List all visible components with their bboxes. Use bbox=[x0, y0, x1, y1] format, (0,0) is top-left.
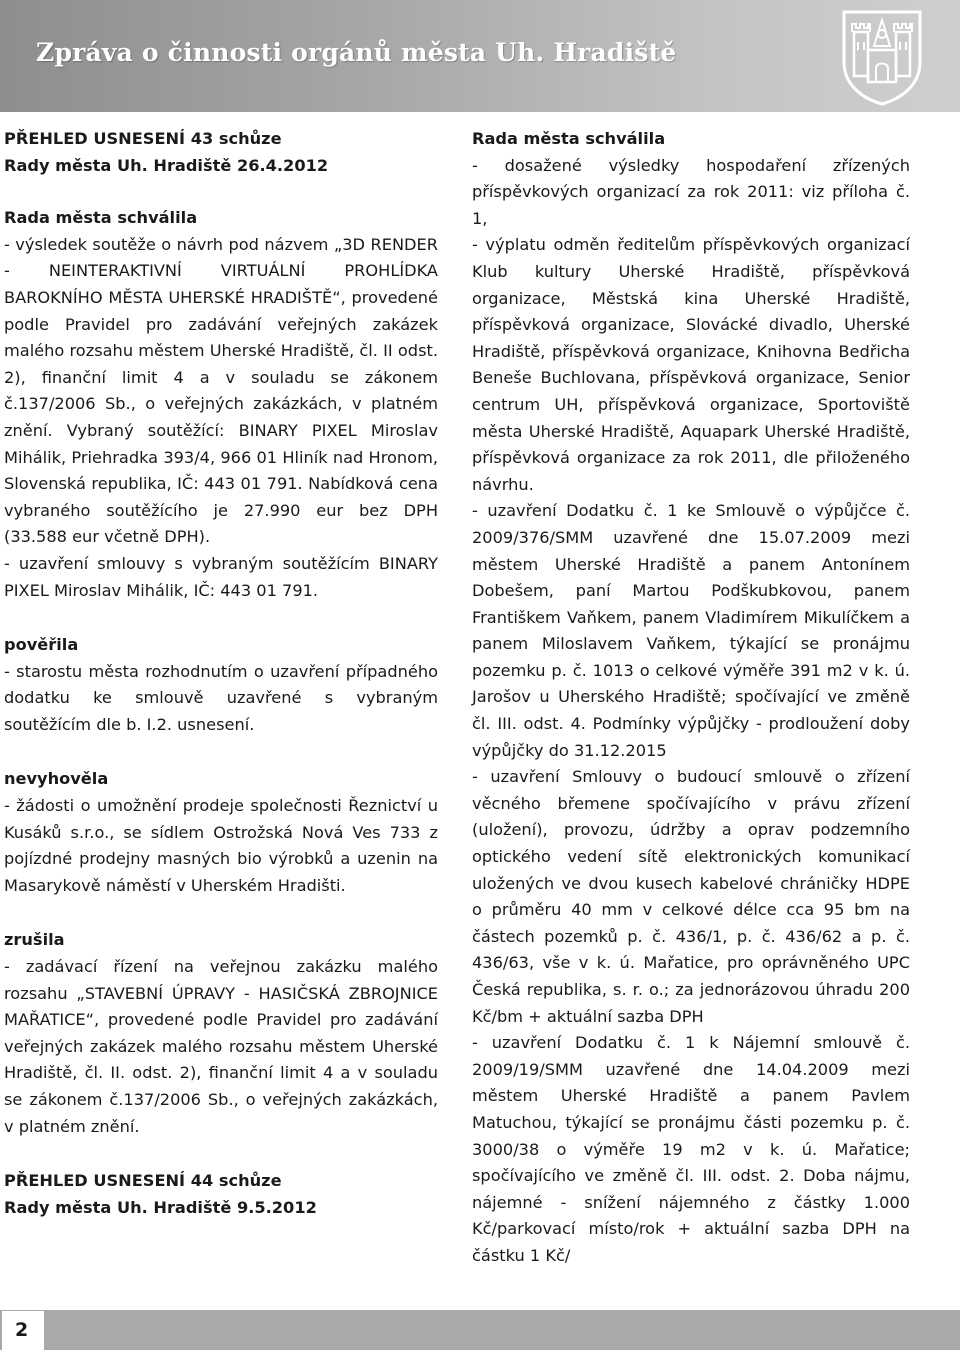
left-column bbox=[4, 126, 438, 1221]
section-text-cancelled: - zadávací řízení na veřejnou zakázku malého rozsahu „STAVEBNÍ ÚPRAVY - HASIČSKÁ ZBROJNICE MAŘATICE“, provedené podle Pravidel pro zadávání veřejných zakázek malého rozsahu městem Uherské Hradiště, čl. II. odst. 2), finanční limit 4 a v souladu se zákonem č.137/2006 Sb., o veřejných zakázkách, v platném znění. bbox=[4, 957, 438, 1136]
resolution-heading-43: PŘEHLED USNESENÍ 43 schůze bbox=[4, 129, 282, 148]
resolution-heading-44: PŘEHLED USNESENÍ 44 schůze bbox=[4, 1171, 282, 1191]
section-text-rejected: - žádosti o umožnění prodeje společnosti Řeznictví u Kusáků s.r.o., se sídlem Ostrožská Nová Ves 733 z pojízdné prodejny masných bio výrobků a uzenin na Masarykově náměstí v Uherském Hradišti. bbox=[4, 796, 438, 895]
section-text-approved-contract: - uzavření smlouvy s vybraným soutěžícím BINARY PIXEL Miroslav Mihálik, IČ: 443 01 791. bbox=[4, 553, 438, 600]
page-number: 2 bbox=[15, 1319, 29, 1341]
section-title-approved: Rada města schválila bbox=[4, 208, 198, 228]
section-text-authorized: - starostu města rozhodnutím o uzavření případného dodatku ke smlouvě uzavřené s vybraným soutěžícím dle b. I.2. usnesení. bbox=[4, 661, 438, 734]
section-title-approved-44: Rada města schválila bbox=[472, 129, 666, 148]
paragraph-bonuses: - výplatu odměn ředitelům příspěvkových organizací Klub kultury Uherské Hradiště, příspěvková organizace, Městská kina Uherské Hradiště, příspěvková organizace, Slovácké divadlo, Uherské Hradiště, příspěvková organizace, Knihovna Bedřicha Beneše Buchlovana, příspěvková organizace, Senior centrum UH, příspěvková organizace, Sportoviště města Uherské Hradiště, Aquapark Uherské Hradiště, příspěvková organizace za rok 2011, dle přiloženého návrhu. bbox=[472, 235, 910, 494]
paragraph-results: - dosažené výsledky hospodaření zřízených příspěvkových organizací za rok 2011: viz příloha č. 1, bbox=[472, 155, 910, 228]
paragraph-loan-amendment: - uzavření Dodatku č. 1 ke Smlouvě o výpůjčce č. 2009/376/SMM uzavřené dne 15.07.2009 mezi městem Uherské Hradiště a panem Antonínem Dobešem, paní Martou Podškubkovou, panem Františkem Vaňkem, panem Vladimírem Mikulíčkem a panem Miloslavem Vaňkem, týkající se pronájmu pozemku p. č. 1013 o celkové výměře 391 m2 v k. ú. Jarošov u Uherského Hradiště; spočívající ve změně čl. III. odst. 4. Podmínky výpůjčky - prodloužení doby výpůjčky do 31.12.2015 bbox=[472, 501, 910, 760]
footer-bar bbox=[0, 1310, 960, 1350]
section-text-approved: - výsledek soutěže o návrh pod názvem „3D RENDER - NEINTERAKTIVNÍ VIRTUÁLNÍ PROHLÍDKA BAROKNÍHO MĚSTA UHERSKÉ HRADIŠTĚ“, provedené podle Pravidel pro zadávání veřejných zakázek malého rozsahu městem Uherské Hradiště, čl. II odst. 2), finanční limit 4 a v souladu se zákonem č.137/2006 Sb., o veřejných zakázkách, v platném znění. Vybraný soutěžící: BINARY PIXEL Miroslav Mihálik, Priehradka 393/4, 966 01 Hliník nad Hronom, Slovenská republika, IČ: 443 01 791. Nabídková cena vybraného soutěžícího je 27.990 eur bez DPH (33.588 eur včetně DPH). bbox=[4, 234, 438, 547]
header-title: Zpráva o činnosti orgánů města Uh. Hradiště bbox=[36, 38, 677, 67]
page-header bbox=[0, 0, 960, 112]
section-title-authorized: pověřila bbox=[4, 635, 79, 655]
resolution-subheading-44: Rady města Uh. Hradiště 9.5.2012 bbox=[4, 1197, 317, 1217]
paragraph-lease-amendment: - uzavření Dodatku č. 1 k Nájemní smlouvě č. 2009/19/SMM uzavřené dne 14.04.2009 mezi městem Uherské Hradiště a panem Pavlem Matuchou, týkající se pronájmu části pozemku p. č. 3000/38 o výměře 19 m2 v k. ú. Mařatice; spočívajícího ve změně čl. III. odst. 2. Doba nájmu, nájemné - snížení nájemného z částky 1.000 Kč/parkovací místo/rok + aktuální sazba DPH na částku 1 Kč/ bbox=[472, 1033, 910, 1265]
section-title-rejected: nevyhověla bbox=[4, 769, 109, 789]
resolution-subheading-43: Rady města Uh. Hradiště 26.4.2012 bbox=[4, 155, 329, 175]
right-column bbox=[472, 126, 910, 1270]
page-number-box bbox=[2, 1310, 44, 1351]
paragraph-easement: - uzavření Smlouvy o budoucí smlouvě o zřízení věcného břemene spočívajícího v právu zřízení (uložení), provozu, údržby a oprav podzemního optického vedení sítě elektronických komunikací uložených ve dvou kusech kabelové chráničky HDPE o průměru 40 mm v celkové délce cca 95 bm na částech pozemků p. č. 436/1, p. č. 436/62 a p. č. 436/63, vše v k. ú. Mařatice, pro oprávněného UPC Česká republika, s. r. o.; za jednorázovou úhradu 200 Kč/bm + aktuální sazba DPH bbox=[472, 767, 910, 1026]
city-coat-of-arms-icon bbox=[836, 6, 928, 106]
section-title-cancelled: zrušila bbox=[4, 930, 65, 950]
